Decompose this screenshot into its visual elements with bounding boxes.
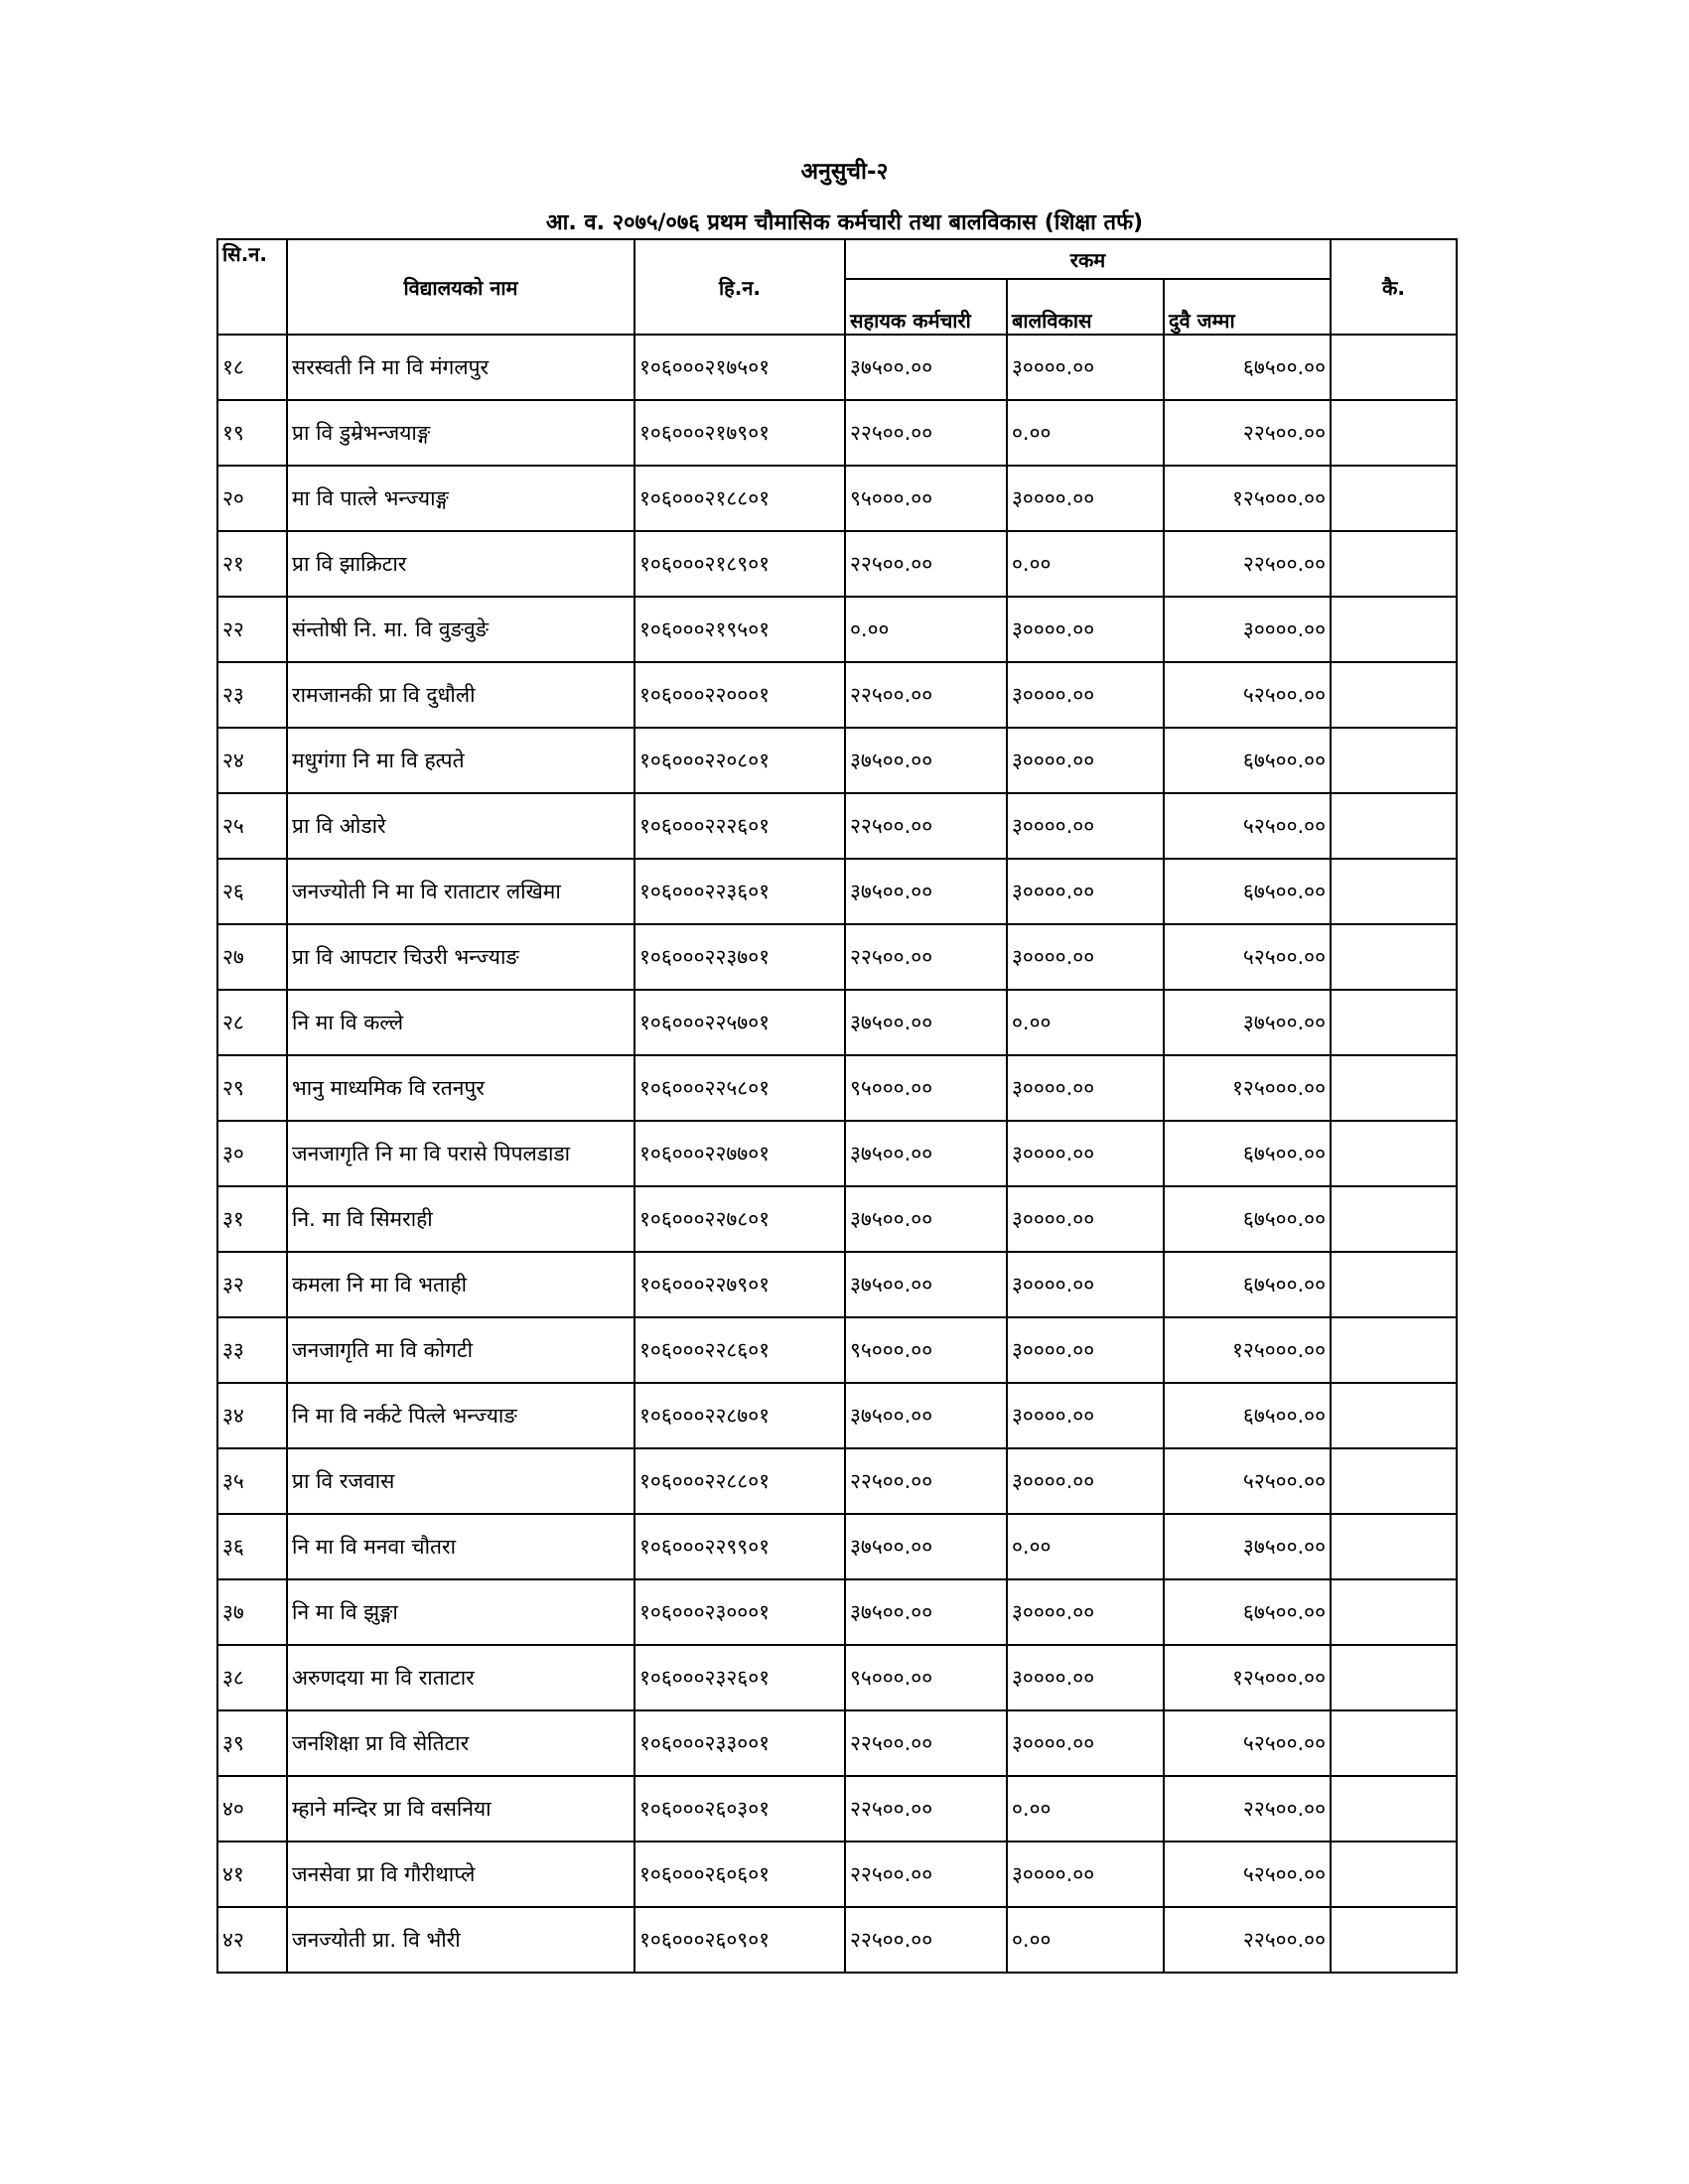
cell-school-name: जनसेवा प्रा वि गौरीथाप्ले (287, 1842, 634, 1907)
cell-school-name: प्रा वि ओडारे (287, 793, 634, 859)
cell-grand-total: १२५०००.०० (1164, 466, 1331, 531)
cell-grand-total: १२५०००.०० (1164, 1645, 1331, 1710)
cell-child-development: ३००००.०० (1007, 793, 1164, 859)
cell-grand-total: ५२५००.०० (1164, 924, 1331, 990)
cell-school-name: सरस्वती नि मा वि मंगलपुर (287, 335, 634, 400)
table-row (217, 1121, 1457, 1186)
cell-school-name: नि मा वि मनवा चौतरा (287, 1514, 634, 1579)
table-row (217, 1186, 1457, 1252)
cell-account-number: १०६०००२३०००१ (634, 1579, 845, 1645)
cell-serial-number: १९ (217, 400, 287, 466)
cell-school-name: प्रा वि आपटार चिउरी भन्ज्याङ (287, 924, 634, 990)
table-row (217, 1252, 1457, 1317)
cell-grand-total: ६७५००.०० (1164, 728, 1331, 793)
cell-account-number: १०६०००२१८८०१ (634, 466, 845, 531)
table-row (217, 793, 1457, 859)
cell-remarks (1331, 1579, 1457, 1645)
table-row (217, 990, 1457, 1055)
cell-school-name: प्रा वि रजवास (287, 1448, 634, 1514)
cell-account-number: १०६०००२१७९०१ (634, 400, 845, 466)
cell-assistant-staff: ३७५००.०० (845, 1121, 1007, 1186)
cell-serial-number: ३० (217, 1121, 287, 1186)
cell-account-number: १०६०००२२८७०१ (634, 1383, 845, 1448)
cell-grand-total: ५२५००.०० (1164, 793, 1331, 859)
cell-assistant-staff: ३७५००.०० (845, 1383, 1007, 1448)
cell-remarks (1331, 793, 1457, 859)
cell-remarks (1331, 597, 1457, 662)
cell-assistant-staff: ३७५००.०० (845, 728, 1007, 793)
cell-assistant-staff: २२५००.०० (845, 662, 1007, 728)
cell-serial-number: २२ (217, 597, 287, 662)
cell-school-name: प्रा वि डुम्रेभन्जयाङ्ग (287, 400, 634, 466)
table-row (217, 1579, 1457, 1645)
cell-child-development: ३००००.०० (1007, 728, 1164, 793)
cell-grand-total: ६७५००.०० (1164, 1252, 1331, 1317)
cell-serial-number: २७ (217, 924, 287, 990)
table-row (217, 859, 1457, 924)
cell-serial-number: ३४ (217, 1383, 287, 1448)
cell-assistant-staff: ९५०००.०० (845, 1055, 1007, 1121)
header-serial-number: सि.न. (217, 239, 287, 335)
cell-assistant-staff: ३७५००.०० (845, 1252, 1007, 1317)
header-child-development: बालविकास (1007, 279, 1164, 335)
cell-child-development: ०.०० (1007, 1776, 1164, 1842)
cell-remarks (1331, 531, 1457, 597)
cell-grand-total: २२५००.०० (1164, 531, 1331, 597)
cell-serial-number: ४२ (217, 1907, 287, 1973)
cell-assistant-staff: ९५०००.०० (845, 1645, 1007, 1710)
table-row (217, 1907, 1457, 1973)
cell-remarks (1331, 1121, 1457, 1186)
cell-child-development: ३००००.०० (1007, 335, 1164, 400)
cell-child-development: ३००००.०० (1007, 1121, 1164, 1186)
cell-assistant-staff: ३७५००.०० (845, 1514, 1007, 1579)
cell-school-name: जनज्योती प्रा. वि भौरी (287, 1907, 634, 1973)
cell-grand-total: ६७५००.०० (1164, 1579, 1331, 1645)
table-row (217, 1776, 1457, 1842)
header-school-name: विद्यालयको नाम (287, 239, 634, 335)
cell-serial-number: २० (217, 466, 287, 531)
cell-school-name: म्हाने मन्दिर प्रा वि वसनिया (287, 1776, 634, 1842)
cell-child-development: ३००००.०० (1007, 1252, 1164, 1317)
cell-school-name: मा वि पात्ले भन्ज्याङ्ग (287, 466, 634, 531)
cell-assistant-staff: २२५००.०० (845, 1710, 1007, 1776)
cell-serial-number: ३३ (217, 1317, 287, 1383)
cell-school-name: रामजानकी प्रा वि दुधौली (287, 662, 634, 728)
table-row (217, 1842, 1457, 1907)
cell-grand-total: ५२५००.०० (1164, 662, 1331, 728)
cell-account-number: १०६०००२२७९०१ (634, 1252, 845, 1317)
header-account-number: हि.न. (634, 239, 845, 335)
cell-serial-number: २३ (217, 662, 287, 728)
cell-child-development: ३००००.०० (1007, 1383, 1164, 1448)
cell-grand-total: २२५००.०० (1164, 1907, 1331, 1973)
cell-assistant-staff: ०.०० (845, 597, 1007, 662)
table-row (217, 597, 1457, 662)
cell-grand-total: ६७५००.०० (1164, 859, 1331, 924)
cell-assistant-staff: २२५००.०० (845, 1842, 1007, 1907)
cell-child-development: ०.०० (1007, 990, 1164, 1055)
cell-child-development: ०.०० (1007, 400, 1164, 466)
cell-assistant-staff: २२५००.०० (845, 793, 1007, 859)
cell-account-number: १०६०००२२७७०१ (634, 1121, 845, 1186)
cell-grand-total: ६७५००.०० (1164, 335, 1331, 400)
cell-school-name: भानु माध्यमिक वि रतनपुर (287, 1055, 634, 1121)
cell-child-development: ३००००.०० (1007, 466, 1164, 531)
cell-account-number: १०६०००२२७८०१ (634, 1186, 845, 1252)
cell-child-development: ३००००.०० (1007, 859, 1164, 924)
cell-child-development: ३००००.०० (1007, 1710, 1164, 1776)
table-body (217, 335, 1457, 1973)
cell-remarks (1331, 1448, 1457, 1514)
cell-grand-total: ३७५००.०० (1164, 990, 1331, 1055)
cell-remarks (1331, 662, 1457, 728)
cell-school-name: अरुणदया मा वि राताटार (287, 1645, 634, 1710)
cell-remarks (1331, 400, 1457, 466)
cell-child-development: ०.०० (1007, 531, 1164, 597)
cell-child-development: ३००००.०० (1007, 1842, 1164, 1907)
cell-child-development: ३००००.०० (1007, 1055, 1164, 1121)
cell-serial-number: ३९ (217, 1710, 287, 1776)
cell-serial-number: ३५ (217, 1448, 287, 1514)
table-row (217, 531, 1457, 597)
cell-serial-number: २१ (217, 531, 287, 597)
cell-remarks (1331, 1186, 1457, 1252)
cell-account-number: १०६०००२३२६०१ (634, 1645, 845, 1710)
cell-serial-number: ३७ (217, 1579, 287, 1645)
cell-remarks (1331, 1645, 1457, 1710)
cell-account-number: १०६०००२१८९०१ (634, 531, 845, 597)
cell-grand-total: १२५०००.०० (1164, 1317, 1331, 1383)
table-row (217, 1514, 1457, 1579)
cell-assistant-staff: ९५०००.०० (845, 466, 1007, 531)
cell-assistant-staff: ३७५००.०० (845, 859, 1007, 924)
cell-school-name: नि. मा वि सिमराही (287, 1186, 634, 1252)
cell-account-number: १०६०००२२२६०१ (634, 793, 845, 859)
table-row (217, 728, 1457, 793)
cell-account-number: १०६०००२२०००१ (634, 662, 845, 728)
cell-child-development: ३००००.०० (1007, 1317, 1164, 1383)
cell-child-development: ३००००.०० (1007, 1186, 1164, 1252)
cell-account-number: १०६०००२१७५०१ (634, 335, 845, 400)
cell-serial-number: ४१ (217, 1842, 287, 1907)
cell-account-number: १०६०००२२९९०१ (634, 1514, 845, 1579)
table-row (217, 1710, 1457, 1776)
table-row (217, 662, 1457, 728)
cell-grand-total: ५२५००.०० (1164, 1448, 1331, 1514)
cell-serial-number: २६ (217, 859, 287, 924)
cell-assistant-staff: ९५०००.०० (845, 1317, 1007, 1383)
cell-serial-number: १८ (217, 335, 287, 400)
cell-account-number: १०६०००२२५८०१ (634, 1055, 845, 1121)
cell-remarks (1331, 1907, 1457, 1973)
cell-account-number: १०६०००२२८८०१ (634, 1448, 845, 1514)
cell-remarks (1331, 990, 1457, 1055)
cell-account-number: १०६०००२६०६०१ (634, 1842, 845, 1907)
cell-serial-number: ३८ (217, 1645, 287, 1710)
cell-remarks (1331, 466, 1457, 531)
cell-assistant-staff: २२५००.०० (845, 1448, 1007, 1514)
cell-school-name: संन्तोषी नि. मा. वि वुङवुङे (287, 597, 634, 662)
cell-remarks (1331, 335, 1457, 400)
cell-account-number: १०६०००२६०३०१ (634, 1776, 845, 1842)
cell-account-number: १०६०००२२०८०१ (634, 728, 845, 793)
cell-serial-number: २९ (217, 1055, 287, 1121)
cell-grand-total: ३७५००.०० (1164, 1514, 1331, 1579)
cell-remarks (1331, 1842, 1457, 1907)
cell-child-development: ०.०० (1007, 1907, 1164, 1973)
cell-serial-number: ४० (217, 1776, 287, 1842)
cell-grand-total: ३००००.०० (1164, 597, 1331, 662)
cell-account-number: १०६०००२२३७०१ (634, 924, 845, 990)
cell-assistant-staff: ३७५००.०० (845, 1186, 1007, 1252)
table-row (217, 1448, 1457, 1514)
header-grand-total: दुवै जम्मा (1164, 279, 1331, 335)
cell-grand-total: ५२५००.०० (1164, 1710, 1331, 1776)
cell-grand-total: १२५०००.०० (1164, 1055, 1331, 1121)
cell-school-name: मधुगंगा नि मा वि हत्पते (287, 728, 634, 793)
header-amount: रकम (845, 239, 1331, 279)
table-row (217, 335, 1457, 400)
cell-child-development: ३००००.०० (1007, 597, 1164, 662)
cell-school-name: नि मा वि नर्कटे पित्ले भन्ज्याङ (287, 1383, 634, 1448)
cell-remarks (1331, 1710, 1457, 1776)
cell-remarks (1331, 1055, 1457, 1121)
header-remarks: कै. (1331, 239, 1457, 335)
cell-school-name: प्रा वि झाक्रिटार (287, 531, 634, 597)
cell-grand-total: ६७५००.०० (1164, 1383, 1331, 1448)
cell-remarks (1331, 859, 1457, 924)
cell-account-number: १०६०००२२५७०१ (634, 990, 845, 1055)
cell-remarks (1331, 1514, 1457, 1579)
cell-school-name: जनज्योती नि मा वि राताटार लखिमा (287, 859, 634, 924)
document-title: अनुसुची-२ (800, 159, 889, 185)
cell-serial-number: ३२ (217, 1252, 287, 1317)
cell-serial-number: २४ (217, 728, 287, 793)
cell-assistant-staff: २२५००.०० (845, 1776, 1007, 1842)
cell-child-development: ३००००.०० (1007, 1448, 1164, 1514)
document-subtitle: आ. व. २०७५/०७६ प्रथम चौमासिक कर्मचारी तथा बालविकास (शिक्षा तर्फ) (545, 210, 1144, 235)
cell-assistant-staff: २२५००.०० (845, 924, 1007, 990)
cell-remarks (1331, 1317, 1457, 1383)
cell-grand-total: २२५००.०० (1164, 400, 1331, 466)
cell-serial-number: २८ (217, 990, 287, 1055)
cell-remarks (1331, 728, 1457, 793)
cell-assistant-staff: ३७५००.०० (845, 335, 1007, 400)
cell-grand-total: ६७५००.०० (1164, 1121, 1331, 1186)
cell-grand-total: ६७५००.०० (1164, 1186, 1331, 1252)
table-row (217, 466, 1457, 531)
header-assistant-staff: सहायक कर्मचारी (845, 279, 1007, 335)
cell-assistant-staff: ३७५००.०० (845, 990, 1007, 1055)
table-row (217, 1317, 1457, 1383)
cell-assistant-staff: २२५००.०० (845, 1907, 1007, 1973)
cell-remarks (1331, 1776, 1457, 1842)
cell-school-name: कमला नि मा वि भताही (287, 1252, 634, 1317)
table-row (217, 1645, 1457, 1710)
table-row (217, 1055, 1457, 1121)
table-row (217, 400, 1457, 466)
cell-grand-total: ५२५००.०० (1164, 1842, 1331, 1907)
cell-serial-number: ३६ (217, 1514, 287, 1579)
cell-child-development: ०.०० (1007, 1514, 1164, 1579)
cell-account-number: १०६०००२६०९०१ (634, 1907, 845, 1973)
cell-school-name: जनशिक्षा प्रा वि सेतिटार (287, 1710, 634, 1776)
cell-school-name: नि मा वि झुङ्गा (287, 1579, 634, 1645)
cell-serial-number: ३१ (217, 1186, 287, 1252)
cell-school-name: जनजागृति मा वि कोगटी (287, 1317, 634, 1383)
cell-assistant-staff: ३७५००.०० (845, 1579, 1007, 1645)
cell-assistant-staff: २२५००.०० (845, 531, 1007, 597)
table-row (217, 1383, 1457, 1448)
school-funds-table (216, 238, 1458, 1974)
cell-child-development: ३००००.०० (1007, 924, 1164, 990)
table-row (217, 924, 1457, 990)
cell-child-development: ३००००.०० (1007, 1645, 1164, 1710)
cell-account-number: १०६०००२२३६०१ (634, 859, 845, 924)
cell-school-name: जनजागृति नि मा वि परासे पिपलडाडा (287, 1121, 634, 1186)
cell-account-number: १०६०००२१९५०१ (634, 597, 845, 662)
cell-child-development: ३००००.०० (1007, 662, 1164, 728)
cell-grand-total: २२५००.०० (1164, 1776, 1331, 1842)
cell-school-name: नि मा वि कल्ले (287, 990, 634, 1055)
cell-serial-number: २५ (217, 793, 287, 859)
cell-assistant-staff: २२५००.०० (845, 400, 1007, 466)
cell-child-development: ३००००.०० (1007, 1579, 1164, 1645)
cell-remarks (1331, 924, 1457, 990)
cell-account-number: १०६०००२२८६०१ (634, 1317, 845, 1383)
cell-remarks (1331, 1252, 1457, 1317)
cell-remarks (1331, 1383, 1457, 1448)
cell-account-number: १०६०००२३३००१ (634, 1710, 845, 1776)
